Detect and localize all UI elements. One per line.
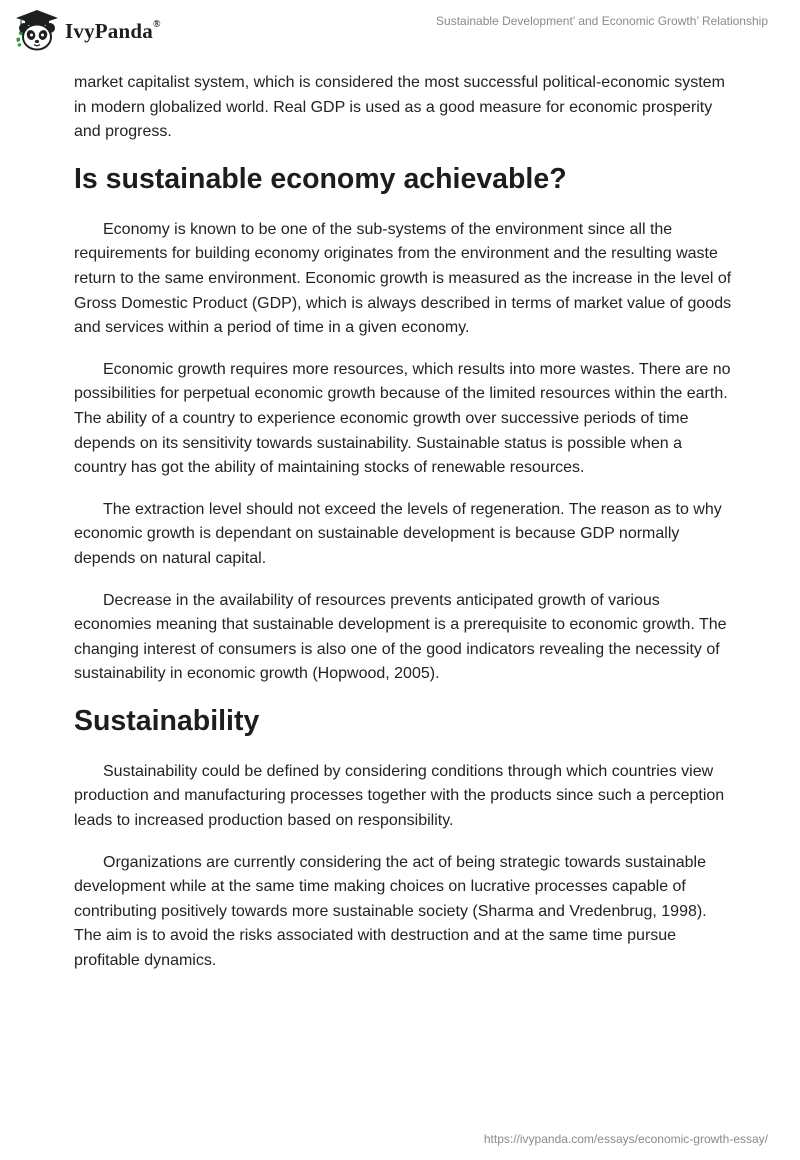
section-heading-sustainability: Sustainability (74, 704, 260, 737)
paragraph: Organizations are currently considering the act of being strategic towards sustainable development while at the same time making choices on lucrative processes capable of contributing positively towards more sustainable society (Sharma and Vredenbrug, 1998). The aim is to avoid the risks associated with destruction and at the same time pursue profitable dynamics. (74, 853, 707, 970)
paragraph: Economic growth requires more resources, which results into more wastes. There are no possibilities for perpetual economic growth because of the limited resources within the earth. The ability of a country to experience economic growth over successive periods of time depends on its sensitivity towards sustainability. Sustainable status is possible when a country has got the ability of maintaining stocks of renewable resources. (74, 360, 731, 477)
article-body (74, 71, 734, 991)
paragraph: Decrease in the availability of resources prevents anticipated growth of various economies meaning that sustainable development is a prerequisite to economic growth. The changing interest of consumers is also one of the good indicators revealing the necessity of sustainability in economic growth (Hopwood, 2005). (74, 591, 727, 683)
intro-paragraph: market capitalist system, which is considered the most successful political-economic system in modern globalized world. Real GDP is used as a good measure for economic prosperity and progress. (74, 74, 725, 141)
ivypanda-logo[interactable] (14, 8, 161, 52)
paragraph: Sustainability could be defined by considering conditions through which countries view production and manufacturing processes together with the products since such a perception leads to increased production based on responsibility. (74, 762, 725, 830)
source-url[interactable]: https://ivypanda.com/essays/economic-growth-essay/ (483, 1132, 768, 1146)
document-title: Sustainable Development’ and Economic Growth’ Relationship (436, 14, 768, 28)
section-heading-achievable: Is sustainable economy achievable? (74, 162, 567, 195)
paragraph: Economy is known to be one of the sub-systems of the environment since all the requirements for building economy originates from the environment and the resulting waste return to the same environment. Economic growth is measured as the increase in the level of Gross Domestic Product (GDP), which is always described in terms of market value of goods and services within a period of time in a given economy. (74, 220, 732, 337)
panda-graduate-icon (14, 8, 60, 52)
paragraph: The extraction level should not exceed the levels of regeneration. The reason as to why economic growth is dependant on sustainable development is because GDP normally depends on natural capital. (74, 500, 722, 567)
brand-name: IvyPanda® (65, 18, 161, 43)
page-header (0, 0, 800, 60)
